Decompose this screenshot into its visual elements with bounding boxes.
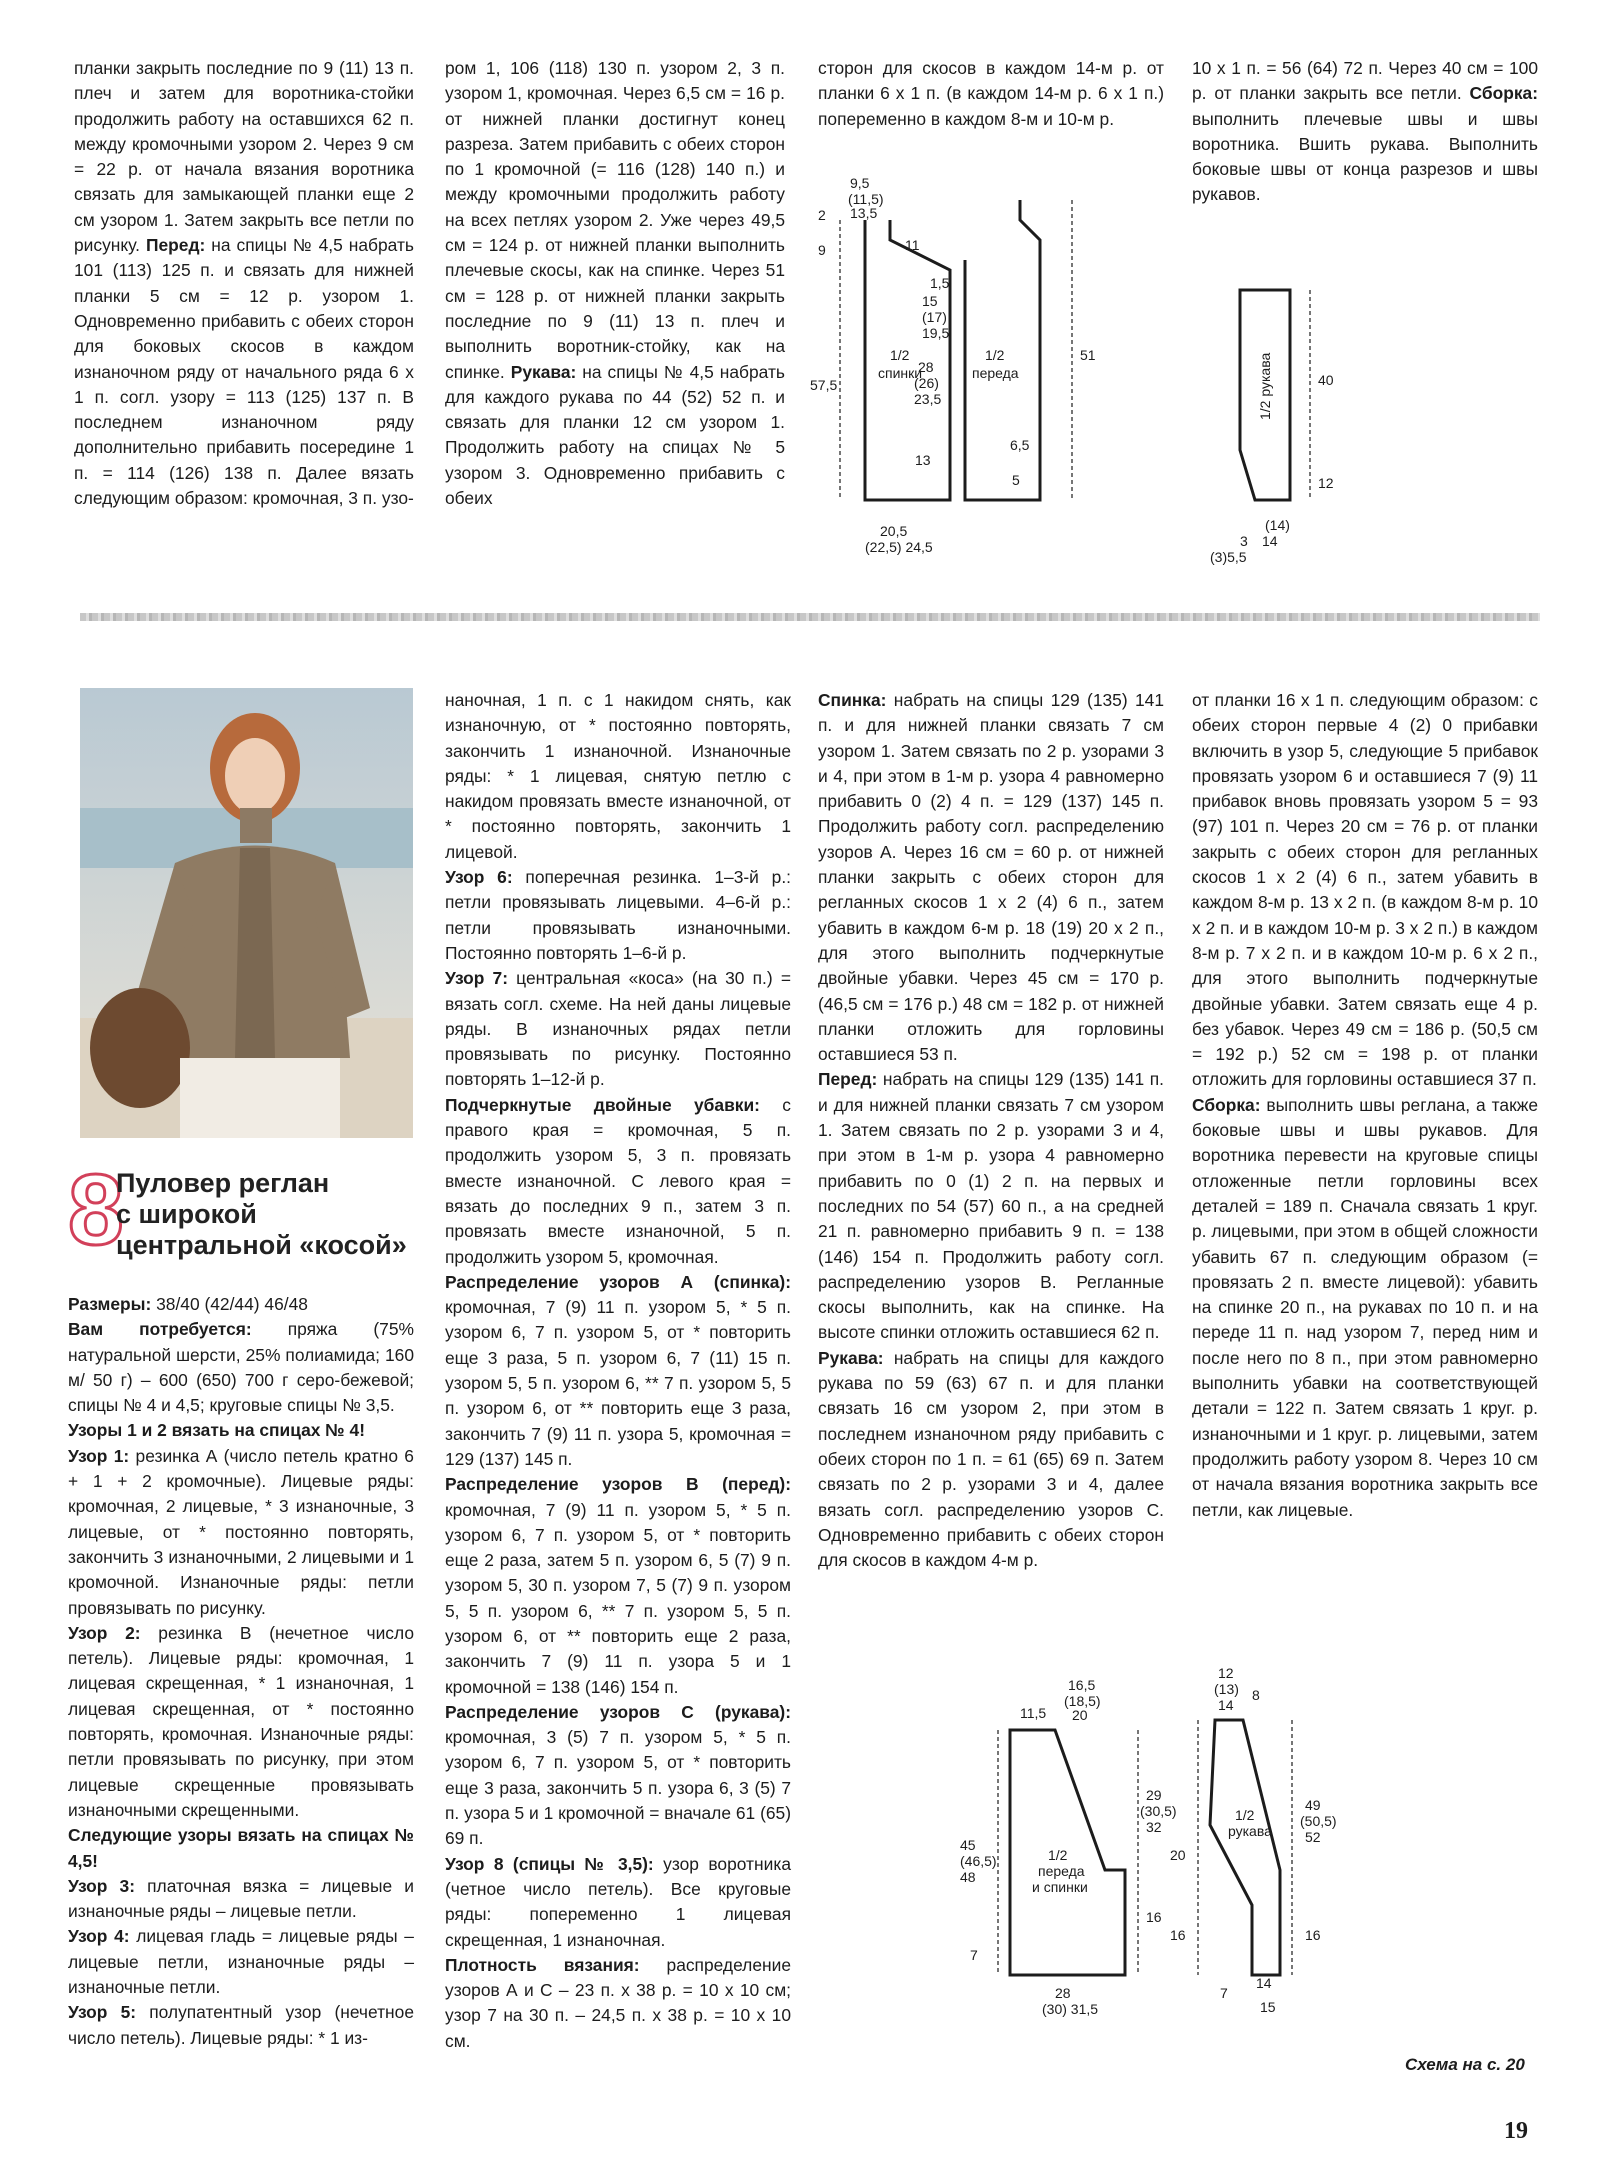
paragraph-label: Вам потребуется: xyxy=(68,1319,252,1340)
paragraph xyxy=(445,688,791,865)
assembly-text: выполнить плечевые швы и швы воротника. Вшить рукава. Выполнить боковые швы от конца разрезов и швы рукавов. xyxy=(1192,108,1538,205)
top-pattern-diagram xyxy=(810,160,1380,580)
bdim-3: (18,5) xyxy=(1064,1693,1101,1709)
sleeves-label: Рукава: xyxy=(510,361,577,382)
paragraph xyxy=(445,1093,791,1270)
dim-17: 5 xyxy=(1012,472,1020,488)
paragraph-text: кромочная, 7 (9) 11 п. узором 5, * 5 п. узором 6, 7 п. узором 5, от * повторить еще 2 раза, затем 5 п. узором 6, 5 (7) 9 п. узором 5, 30 п. узором 7, 5 (7) 9 п. узором 5, 5 п. узором 6, ** 7 п. узором 5, 5 п. узором 6, от ** повторить еще 2 раза, закончить 7 (9) 11 п. узора 5 и 1 кромочной = 138 (146) 154 п. xyxy=(445,1499,791,1697)
dim-23: (14) xyxy=(1265,517,1290,533)
body-label-2: переда xyxy=(1038,1863,1085,1879)
paragraph-text: узор воротника (четное число петель). Все круговые ряды: попеременно 1 лицевая скрещенная, 1 изнаночная. xyxy=(445,1853,791,1950)
paragraph xyxy=(68,1292,414,1317)
paragraph-text: кромочная, 3 (5) 7 п. узором 5, * 5 п. узором 6, 7 п. узором 5, от * повторить еще 3 раза, закончить 5 п. узора 6, 3 (5) 7 п. узора 5 и 1 кромочной = вначале 61 (65) 69 п. xyxy=(445,1727,791,1849)
paragraph-label: Узор 3: xyxy=(68,1875,135,1896)
bdim-25: 7 xyxy=(1220,1985,1228,2001)
paragraph-label: Подчеркнутые двойные убавки: xyxy=(445,1094,760,1115)
bdim-19: 49 xyxy=(1305,1797,1321,1813)
paragraph-label: Узор 4: xyxy=(68,1926,130,1947)
dim-5: 2 xyxy=(818,207,826,223)
page-number: 19 xyxy=(1504,2118,1528,2144)
paragraph-label: Распределение узоров В (перед): xyxy=(445,1474,791,1495)
paragraph-text: поперечная резинка. 1–3-й р.: петли провязывать лицевыми. 4–6-й р.: петли провязывать изнаночными. Постоянно повторять 1–6-й р. xyxy=(445,867,791,963)
sleeve-label-1: 1/2 xyxy=(1235,1807,1255,1823)
sleeves-text: на спицы № 4,5 набрать для каждого рукава по 44 (52) 52 п. и связать для планки 12 см узором 1. Продолжить работу на спицах № 5 узором 3. Одновременно прибавить с обеих xyxy=(445,361,785,509)
paragraph xyxy=(818,688,1164,1067)
dim-22: 12 xyxy=(1318,475,1334,491)
paragraph-text: с правого края = кромочная, 5 п. продолжить узором 5, 3 п. провязать вместе изнаночной. С левого края = вязать до последних 9 п., затем 3 п. провязать вместе изнаночной, 5 п. продолжить узором 5, кромочная. xyxy=(445,1094,791,1267)
dim-19: 20,5 xyxy=(880,523,908,539)
dim-10: (17) xyxy=(922,309,947,325)
paragraph xyxy=(1192,688,1538,1093)
bdim-22: 20 xyxy=(1170,1847,1186,1863)
model-photo xyxy=(80,688,413,1138)
paragraph-label: Плотность вязания: xyxy=(445,1954,640,1975)
dim-3: 13,5 xyxy=(850,205,878,221)
dim-15: 13 xyxy=(915,452,931,468)
paragraph-text: наночная, 1 п. с 1 накидом снять, как изнаночную, от * постоянно повторять, закончить 1 изнаночной. Изнаночные ряды: * 1 лицевая, снятую петлю с накидом провязать вместе изнаночной, от * постоянно повторять, закончить 1 лицевой. xyxy=(445,690,791,862)
paragraph xyxy=(445,1472,791,1700)
dim-25: 3 xyxy=(1240,533,1248,549)
section-divider xyxy=(80,613,1540,621)
bdim-17: 14 xyxy=(1218,1697,1234,1713)
top-column-2 xyxy=(445,56,785,511)
bdim-26: 14 xyxy=(1256,1975,1272,1991)
schema-reference: Схема на с. 20 xyxy=(1405,2055,1525,2074)
paragraph-label: Узор 8 (спицы № 3,5): xyxy=(445,1853,654,1874)
dim-1: 9,5 xyxy=(850,175,870,191)
paragraph-text: от планки 16 х 1 п. следующим образом: с обеих сторон первые 4 (2) 0 прибавки включить в узор 5, следующие 5 прибавок провязать узором 6 и оставшиеся 7 (9) 11 прибавок вновь провязать узором 5 = 93 (97) 101 п. Через 20 см = 76 р. от планки закрыть с обеих сторон для регланных скосов 1 х 2 (4) 6 п., затем убавить в каждом 8-м р. 13 х 2 п. (в каждом 8-м р. 10 х 2 п. и в каждом 10-м р. 3 х 2 п.) в каждом 8-м р. 7 х 2 п. и в каждом 10-м р. 6 х 2 п., для этого выполнить подчеркнутые двойные убавки. Затем связать еще 4 р. без убавок. Через 49 см = 186 р. (50,5 см = 192 р.) 52 см = 198 р. от планки отложить для горловины оставшиеся 37 п. xyxy=(1192,690,1538,1090)
bdim-8: 45 xyxy=(960,1837,976,1853)
body-label-3: и спинки xyxy=(1032,1879,1088,1895)
bdim-2: 16,5 xyxy=(1068,1677,1096,1693)
paragraph-text: резинка А (число петель кратно 6 + 1 + 2 кромочные). Лицевые ряды: кромочная, 2 лицевые, * 3 изнаночные, 3 лицевые, от * постоянно повторять, закончить 3 изнаночными, 2 лицевыми и 1 кромочной. Изнаночные ряды: петли провязывать по рисунку. xyxy=(68,1445,414,1618)
front-label-1: 1/2 xyxy=(985,347,1005,363)
body-label-1: 1/2 xyxy=(1048,1847,1068,1863)
bdim-5: 29 xyxy=(1146,1787,1162,1803)
bdim-12: 7 xyxy=(970,1947,978,1963)
dim-8: 1,5 xyxy=(930,275,950,291)
paragraph xyxy=(1192,1093,1538,1523)
bdim-27: 15 xyxy=(1260,1999,1276,2015)
bottom-column-4 xyxy=(1192,688,1538,1523)
back-label-2: спинки xyxy=(878,365,923,381)
top-col1-text: планки закрыть последние по 9 (11) 13 п. плеч и затем для воротника-стойки продолжить работу на оставшихся 62 п. между кромочными узором 2. Через 9 см = 22 р. от начала вязания воротника связать для замыкающей планки еще 2 см узором 1. Затем закрыть все петли по рисунку. xyxy=(74,58,414,256)
dim-12: 28 xyxy=(918,359,934,375)
pattern-title: Пуловер реглан с широкой центральной «косой» xyxy=(116,1168,407,1260)
dim-26: (3)5,5 xyxy=(1210,549,1247,565)
paragraph xyxy=(445,865,791,966)
paragraph xyxy=(818,1067,1164,1345)
dim-14: 23,5 xyxy=(914,391,942,407)
front-text: на спицы № 4,5 набрать 101 (113) 125 п. и связать для нижней планки 5 см = 12 р. узором 1. Одновременно прибавить с обеих сторон для боковых скосов в каждом изнаночном ряду от начального ряда 6 х 1 п. согл. узору = 113 (125) 137 п. В последнем изнаночном ряду дополнительно прибавить посередине 1 п. = 114 (126) 138 п. Далее вязать следующим образом: кромочная, 3 п. узо- xyxy=(74,235,414,509)
paragraph-text: кромочная, 7 (9) 11 п. узором 5, * 5 п. узором 6, 7 п. узором 5, от * повторить еще 3 раза, 5 п. узором 6, 7 (11) 15 п. узором 5, 5 п. узором 6, ** 7 п. узором 5, 5 п. узором 6, от ** повторить еще 3 раза, закончить 7 (9) 11 п. узора 5, кромочная = 129 (137) 145 п. xyxy=(445,1297,791,1469)
paragraph xyxy=(68,1621,414,1823)
paragraph xyxy=(818,1346,1164,1574)
assembly-label: Сборка: xyxy=(1469,83,1538,104)
bdim-14: (30) 31,5 xyxy=(1042,2001,1099,2017)
bdim-4: 20 xyxy=(1072,1707,1088,1723)
dim-9: 15 xyxy=(922,293,938,309)
paragraph xyxy=(68,1418,414,1443)
paragraph xyxy=(445,1270,791,1472)
paragraph xyxy=(445,1953,791,2054)
bdim-15: 12 xyxy=(1218,1665,1234,1681)
paragraph xyxy=(68,1874,414,1925)
pattern-number: 8 xyxy=(68,1154,124,1266)
paragraph-label: Распределение узоров С (рукава): xyxy=(445,1701,791,1722)
back-label-1: 1/2 xyxy=(890,347,910,363)
paragraph xyxy=(68,2000,414,2051)
paragraph-label: Распределение узоров А (спинка): xyxy=(445,1271,791,1292)
paragraph-label: Следующие узоры вязать на спицах № 4,5! xyxy=(68,1825,414,1871)
bdim-21: 52 xyxy=(1305,1829,1321,1845)
bottom-column-1 xyxy=(68,1292,414,2051)
top-col2-text: ром 1, 106 (118) 130 п. узором 2, 3 п. узором 1, кромочная. Через 6,5 см = 16 р. от нижней планки достигнут конец разреза. Затем прибавить с обеих сторон по 1 кромочной (= 116 (128) 140 п.) и между кромочными продолжить работу на всех петлях узором 2. Уже через 49,5 см = 124 р. от нижней планки выполнить плечевые скосы, как на спинке. Через 51 см = 128 р. от нижней планки закрыть последние по 9 (11) 13 п. плеч и выполнить воротник-стойку, как на спинке. xyxy=(445,58,785,382)
bottom-diagram-svg xyxy=(960,1660,1380,2020)
paragraph-text: 38/40 (42/44) 46/48 xyxy=(151,1294,308,1314)
sleeve-label: 1/2 рукава xyxy=(1257,352,1273,420)
bdim-6: (30,5) xyxy=(1140,1803,1177,1819)
raglan-sleeve-outline xyxy=(1210,1720,1280,1975)
paragraph-label: Узор 5: xyxy=(68,2002,137,2023)
bdim-10: 48 xyxy=(960,1869,976,1885)
paragraph-label: Узор 1: xyxy=(68,1445,130,1466)
paragraph-text: полупатентный узор (нечетное число петель). Лицевые ряды: * 1 из- xyxy=(68,2002,414,2048)
bdim-16: (13) xyxy=(1214,1681,1239,1697)
dim-4: 11 xyxy=(905,237,920,253)
dim-7: 57,5 xyxy=(810,377,838,393)
bdim-18: 8 xyxy=(1252,1687,1260,1703)
dim-6: 9 xyxy=(818,242,826,258)
bdim-7: 32 xyxy=(1146,1819,1162,1835)
paragraph-label: Узоры 1 и 2 вязать на спицах № 4! xyxy=(68,1420,365,1441)
front-label-2: переда xyxy=(972,365,1019,381)
paragraph xyxy=(445,1700,791,1852)
bdim-13: 28 xyxy=(1055,1985,1071,2001)
top-diagram-svg xyxy=(810,160,1380,580)
dim-18: 51 xyxy=(1080,347,1096,363)
paragraph xyxy=(68,1444,414,1621)
dim-2: (11,5) xyxy=(848,191,884,207)
paragraph-text: платочная вязка = лицевые и изнаночные ряды – лицевые петли. xyxy=(68,1875,414,1922)
bdim-11: 16 xyxy=(1146,1909,1162,1925)
paragraph xyxy=(68,1317,414,1418)
paragraph-label: Перед: xyxy=(818,1069,878,1090)
bottom-column-2 xyxy=(445,688,791,2054)
bottom-column-3 xyxy=(818,688,1164,1573)
paragraph-label: Спинка: xyxy=(818,690,887,710)
paragraph-text: набрать на спицы 129 (135) 141 п. и для нижней планки связать 7 см узором 1. Затем связать по 2 р. узорами 3 и 4, при этом в 1-м р. узора 4 равномерно прибавить по 0 (1) 2 п. на первых и последних по 54 (57) 60 п., а на средней 21 п. равномерно прибавить 9 п. = 138 (146) 154 п. Продолжить работу согл. распределению узоров В. Регланные скосы выполнить, как на спинке. На высоте спинки отложить оставшиеся 62 п. xyxy=(818,1069,1164,1343)
sleeve-label-2: рукава xyxy=(1228,1823,1272,1839)
paragraph-text: распределение узоров А и С – 23 п. х 38 р. = 10 х 10 см; узор 7 на 30 п. – 24,5 п. х 38 р. = 10 х 10 см. xyxy=(445,1954,791,2051)
bdim-24: 16 xyxy=(1305,1927,1321,1943)
top-column-1 xyxy=(74,56,414,511)
title-block xyxy=(68,1154,428,1270)
paragraph-label: Узор 7: xyxy=(445,968,509,989)
body-outline xyxy=(1010,1730,1125,1975)
paragraph-label: Сборка: xyxy=(1192,1094,1261,1115)
front-label: Перед: xyxy=(145,235,206,256)
paragraph-label: Размеры: xyxy=(68,1294,152,1314)
paragraph-label: Узор 6: xyxy=(445,867,513,888)
paragraph-text: лицевая гладь = лицевые ряды – лицевые петли, изнаночные ряды – изнаночные петли. xyxy=(68,1926,414,1998)
bdim-23: 16 xyxy=(1170,1927,1186,1943)
paragraph-text: пряжа (75% натуральной шерсти, 25% полиамида; 160 м/ 50 г) – 600 (650) 700 г серо-бежевой; спицы № 4 и 4,5; круговые спицы № 3,5. xyxy=(68,1319,414,1416)
paragraph-text: центральная «коса» (на 30 п.) = вязать согл. схеме. На ней даны лицевые ряды. В изнаночных рядах петли провязывать по рисунку. Постоянно повторять 1–12-й р. xyxy=(445,968,791,1090)
dim-16: 6,5 xyxy=(1010,437,1030,453)
paragraph xyxy=(445,966,791,1092)
dim-24: 14 xyxy=(1262,533,1278,549)
paragraph xyxy=(445,1852,791,1953)
paragraph xyxy=(68,1823,414,1874)
top-col3-text: сторон для скосов в каждом 14-м р. от планки 6 x 1 п. (в каждом 14-м р. 6 x 1 п.) попеременно в каждом 8-м и 10-м р. xyxy=(818,58,1164,129)
paragraph-text: резинка В (нечетное число петель). Лицевые ряды: кромочная, 1 лицевая скрещенная, * 1 изнаночная, 1 лицевая скрещенная, от * постоянно повторять, кромочная. Изнаночные ряды: петли провязывать по рисунку, при этом лицевые скрещенные провязывать изнаночными скрещенными. xyxy=(68,1622,414,1820)
top-column-3 xyxy=(818,56,1164,132)
dim-20: (22,5) 24,5 xyxy=(865,539,933,555)
top-col4-text: 10 х 1 п. = 56 (64) 72 п. Через 40 см = 100 р. от планки закрыть все петли. xyxy=(1192,58,1538,104)
paragraph-label: Рукава: xyxy=(818,1347,884,1368)
paragraph-text: набрать на спицы для каждого рукава по 59 (63) 67 п. и для планки связать 16 см узором 2, при этом в последнем изнаночном ряду прибавить с обеих сторон по 1 п. = 61 (65) 69 п. Затем связать по 2 р. узорами 3 и 4, далее вязать согл. распределению узоров С. Одновременно прибавить с обеих сторон для скосов в каждом 4-м р. xyxy=(818,1347,1164,1571)
paragraph-label: Узор 2: xyxy=(68,1622,141,1643)
bottom-pattern-diagram xyxy=(960,1660,1380,2020)
dim-11: 19,5 xyxy=(922,325,950,341)
dim-21: 40 xyxy=(1318,372,1334,388)
bdim-20: (50,5) xyxy=(1300,1813,1337,1829)
bdim-9: (46,5) xyxy=(960,1853,997,1869)
dim-13: (26) xyxy=(914,375,939,391)
bdim-1: 11,5 xyxy=(1020,1705,1047,1721)
paragraph-text: набрать на спицы 129 (135) 141 п. и для нижней планки связать 7 см узором 1. Затем связать по 2 р. узорами 3 и 4, при этом в 1-м р. узора 4 равномерно прибавить 0 (2) 4 п. = 129 (137) 145 п. Продолжить работу согл. распределению узоров А. Через 16 см = 60 р. от нижней планки закрыть с обеих сторон для регланных скосов 1 х 2 (4) 6 п., затем убавить в каждом 6-м р. 18 (19) 20 х 2 п., для этого выполнить подчеркнутые двойные убавки. Через 45 см = 170 р. (46,5 см = 176 р.) 48 см = 182 р. от нижней планки отложить для горловины оставшиеся 53 п. xyxy=(818,690,1164,1065)
paragraph-text: выполнить швы реглана, а также боковые швы и швы рукавов. Для воротника перевести на круговые спицы отложенные петли горловины всех деталей = 189 п. Сначала связать 1 круг. р. лицевыми, при этом в общей сложности убавить 67 п. следующим образом (= провязать 2 п. вместе лицевой): убавить на спинке 20 п., на рукавах по 10 п. и на переде 11 п. над узором 7, перед ним и после него по 8 п., при этом равномерно выполнить убавки на соответствующей детали = 122 п. Затем связать 1 круг. р. изнаночными и 1 круг. р. лицевыми, затем продолжить работу узором 8. Через 10 см от начала вязания воротника закрыть все петли, как лицевые. xyxy=(1192,1094,1538,1520)
paragraph xyxy=(68,1924,414,2000)
